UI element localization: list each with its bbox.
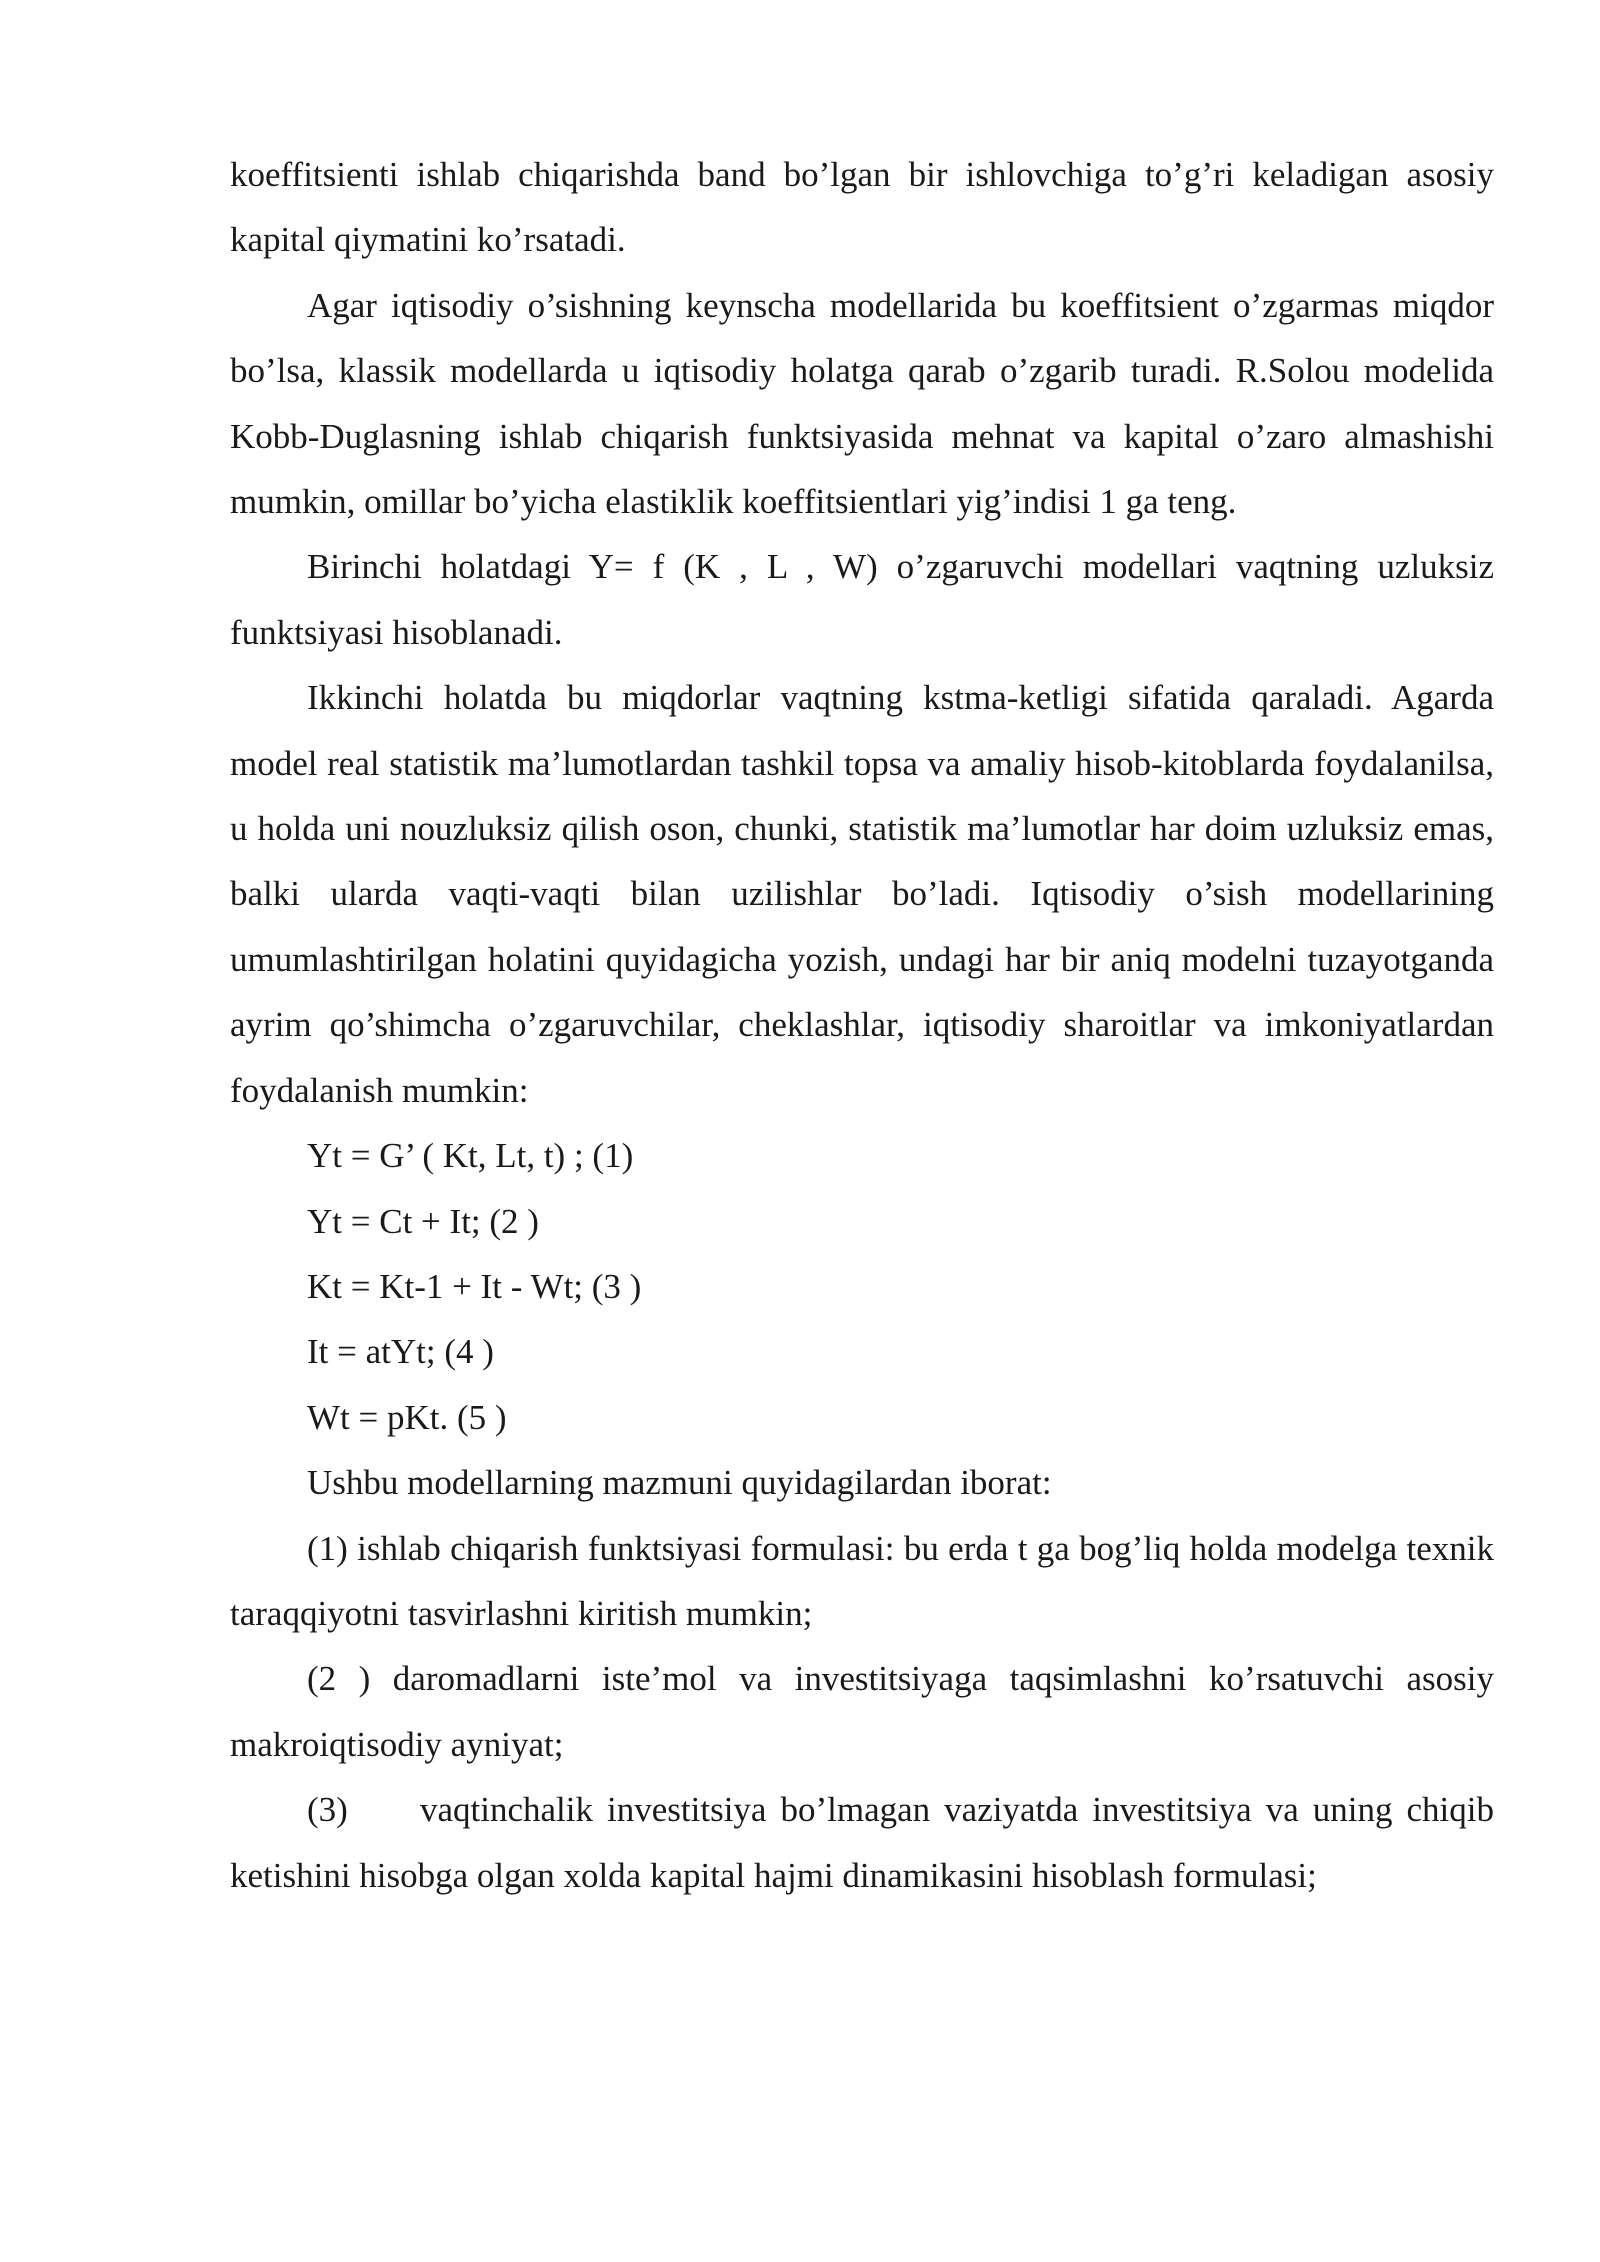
document-page xyxy=(230,142,1494,1908)
paragraph-item-3 xyxy=(230,1777,1494,1908)
formula-2: Yt = Ct + It; (2 ) xyxy=(307,1201,539,1241)
formula-1: Yt = G’ ( Kt, Lt, t) ; (1) xyxy=(307,1136,634,1176)
formula-3: Kt = Kt-1 + It - Wt; (3 ) xyxy=(307,1266,642,1306)
item-3-text: vaqtinchalik investitsiya bo’lmagan vaziyatda investitsiya va uning chiqib ketishini hisobga olgan xolda kapital hajmi dinamikasini hisoblash formulasi; xyxy=(230,1790,1494,1895)
paragraph-continuation: koeffitsienti ishlab chiqarishda band bo’lgan bir ishlovchiga to’g’ri keladigan asosiy kapital qiymatini ko’rsatadi. xyxy=(230,155,1494,260)
formula-5: Wt = pKt. (5 ) xyxy=(307,1397,507,1437)
item-3-number: (3) xyxy=(307,1790,348,1830)
paragraph-meaning-intro: Ushbu modellarning mazmuni quyidagilardan iborat: xyxy=(307,1463,1052,1503)
paragraph-first-case: Birinchi holatdagi Y= f (K , L , W) o’zgaruvchi modellari vaqtning uzluksiz funktsiyasi hisoblanadi. xyxy=(230,547,1494,652)
paragraph-item-1: (1) ishlab chiqarish funktsiyasi formulasi: bu erda t ga bog’liq holda modelga texnik taraqqiyotni tasvirlashni kiritish mumkin; xyxy=(230,1528,1494,1633)
formula-4: It = atYt; (4 ) xyxy=(307,1332,494,1372)
paragraph-item-2: (2 ) daromadlarni iste’mol va investitsiyaga taqsimlashni ko’rsatuvchi asosiy makroiqtisodiy ayniyat; xyxy=(230,1659,1494,1764)
paragraph-keynes-models: Agar iqtisodiy o’sishning keynscha modellarida bu koeffitsient o’zgarmas miqdor bo’lsa, klassik modellarda u iqtisodiy holatga qarab o’zgarib turadi. R.Solou modelida Kobb-Duglasning ishlab chiqarish funktsiyasida mehnat va kapital o’zaro almashishi mumkin, omillar bo’yicha elastiklik koeffitsientlari yig’indisi 1 ga teng. xyxy=(230,285,1494,522)
paragraph-second-case: Ikkinchi holatda bu miqdorlar vaqtning kstma-ketligi sifatida qaraladi. Agarda model real statistik ma’lumotlardan tashkil topsa va amaliy hisob-kitoblarda foydalanilsa, u holda uni nouzluksiz qilish oson, chunki, statistik ma’lumotlar har doim uzluksiz emas, balki ularda vaqti-vaqti bilan uzilishlar bo’ladi. Iqtisodiy o’sish modellarining umumlashtirilgan holatini quyidagicha yozish, undagi har bir aniq modelni tuzayotganda ayrim qo’shimcha o’zgaruvchilar, cheklashlar, iqtisodiy sharoitlar va imkoniyatlardan foydalanish mumkin: xyxy=(230,678,1494,1110)
